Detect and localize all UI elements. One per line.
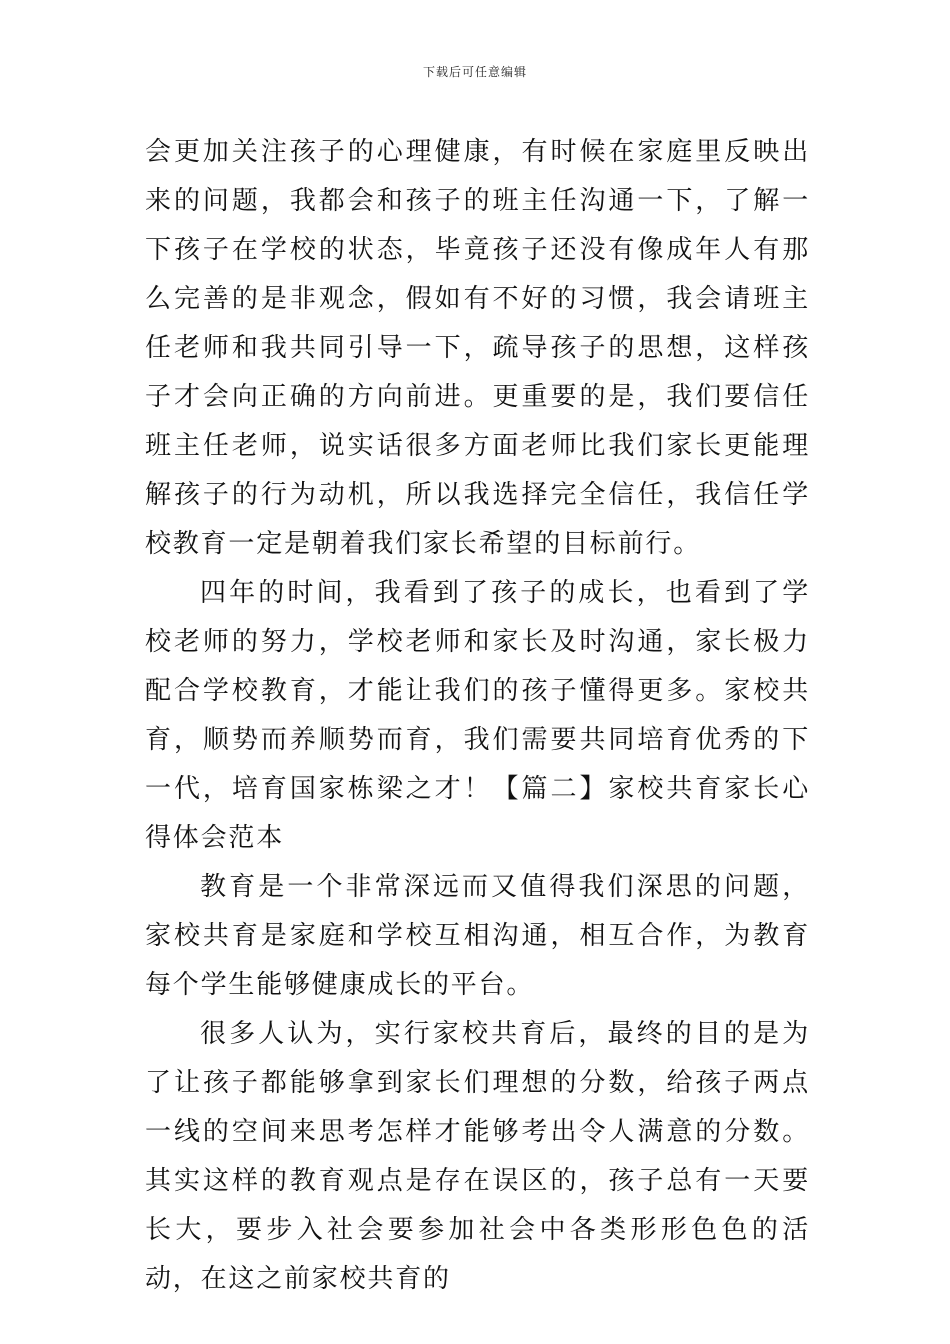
page-header: 下载后可任意编辑 bbox=[422, 65, 527, 79]
document-body bbox=[145, 128, 810, 1304]
paragraph-3: 教育是一个非常深远而又值得我们深思的问题，家校共育是家庭和学校互相沟通，相互合作，为教育每个学生能够健康成长的平台。 bbox=[145, 872, 810, 1000]
paragraph-2: 四年的时间，我看到了孩子的成长，也看到了学校老师的努力，学校老师和家长及时沟通，家长极力配合学校教育，才能让我们的孩子懂得更多。家校共育，顺势而养顺势而育，我们需要共同培育优秀的下一代，培育国家栋梁之才！【篇二】家校共育家长心得体会范本 bbox=[145, 578, 810, 853]
paragraph-1: 会更加关注孩子的心理健康，有时候在家庭里反映出来的问题，我都会和孩子的班主任沟通一下，了解一下孩子在学校的状态，毕竟孩子还没有像成年人有那么完善的是非观念，假如有不好的习惯，我会请班主任老师和我共同引导一下，疏导孩子的思想，这样孩子才会向正确的方向前进。更重要的是，我们要信任班主任老师，说实话很多方面老师比我们家长更能理解孩子的行为动机，所以我选择完全信任，我信任学校教育一定是朝着我们家长希望的目标前行。 bbox=[145, 137, 810, 559]
paragraph-4: 很多人认为，实行家校共育后，最终的目的是为了让孩子都能够拿到家长们理想的分数，给孩子两点一线的空间来思考怎样才能够考出令人满意的分数。其实这样的教育观点是存在误区的，孩子总有一天要长大，要步入社会要参加社会中各类形形色色的活动，在这之前家校共育的 bbox=[145, 1019, 810, 1294]
